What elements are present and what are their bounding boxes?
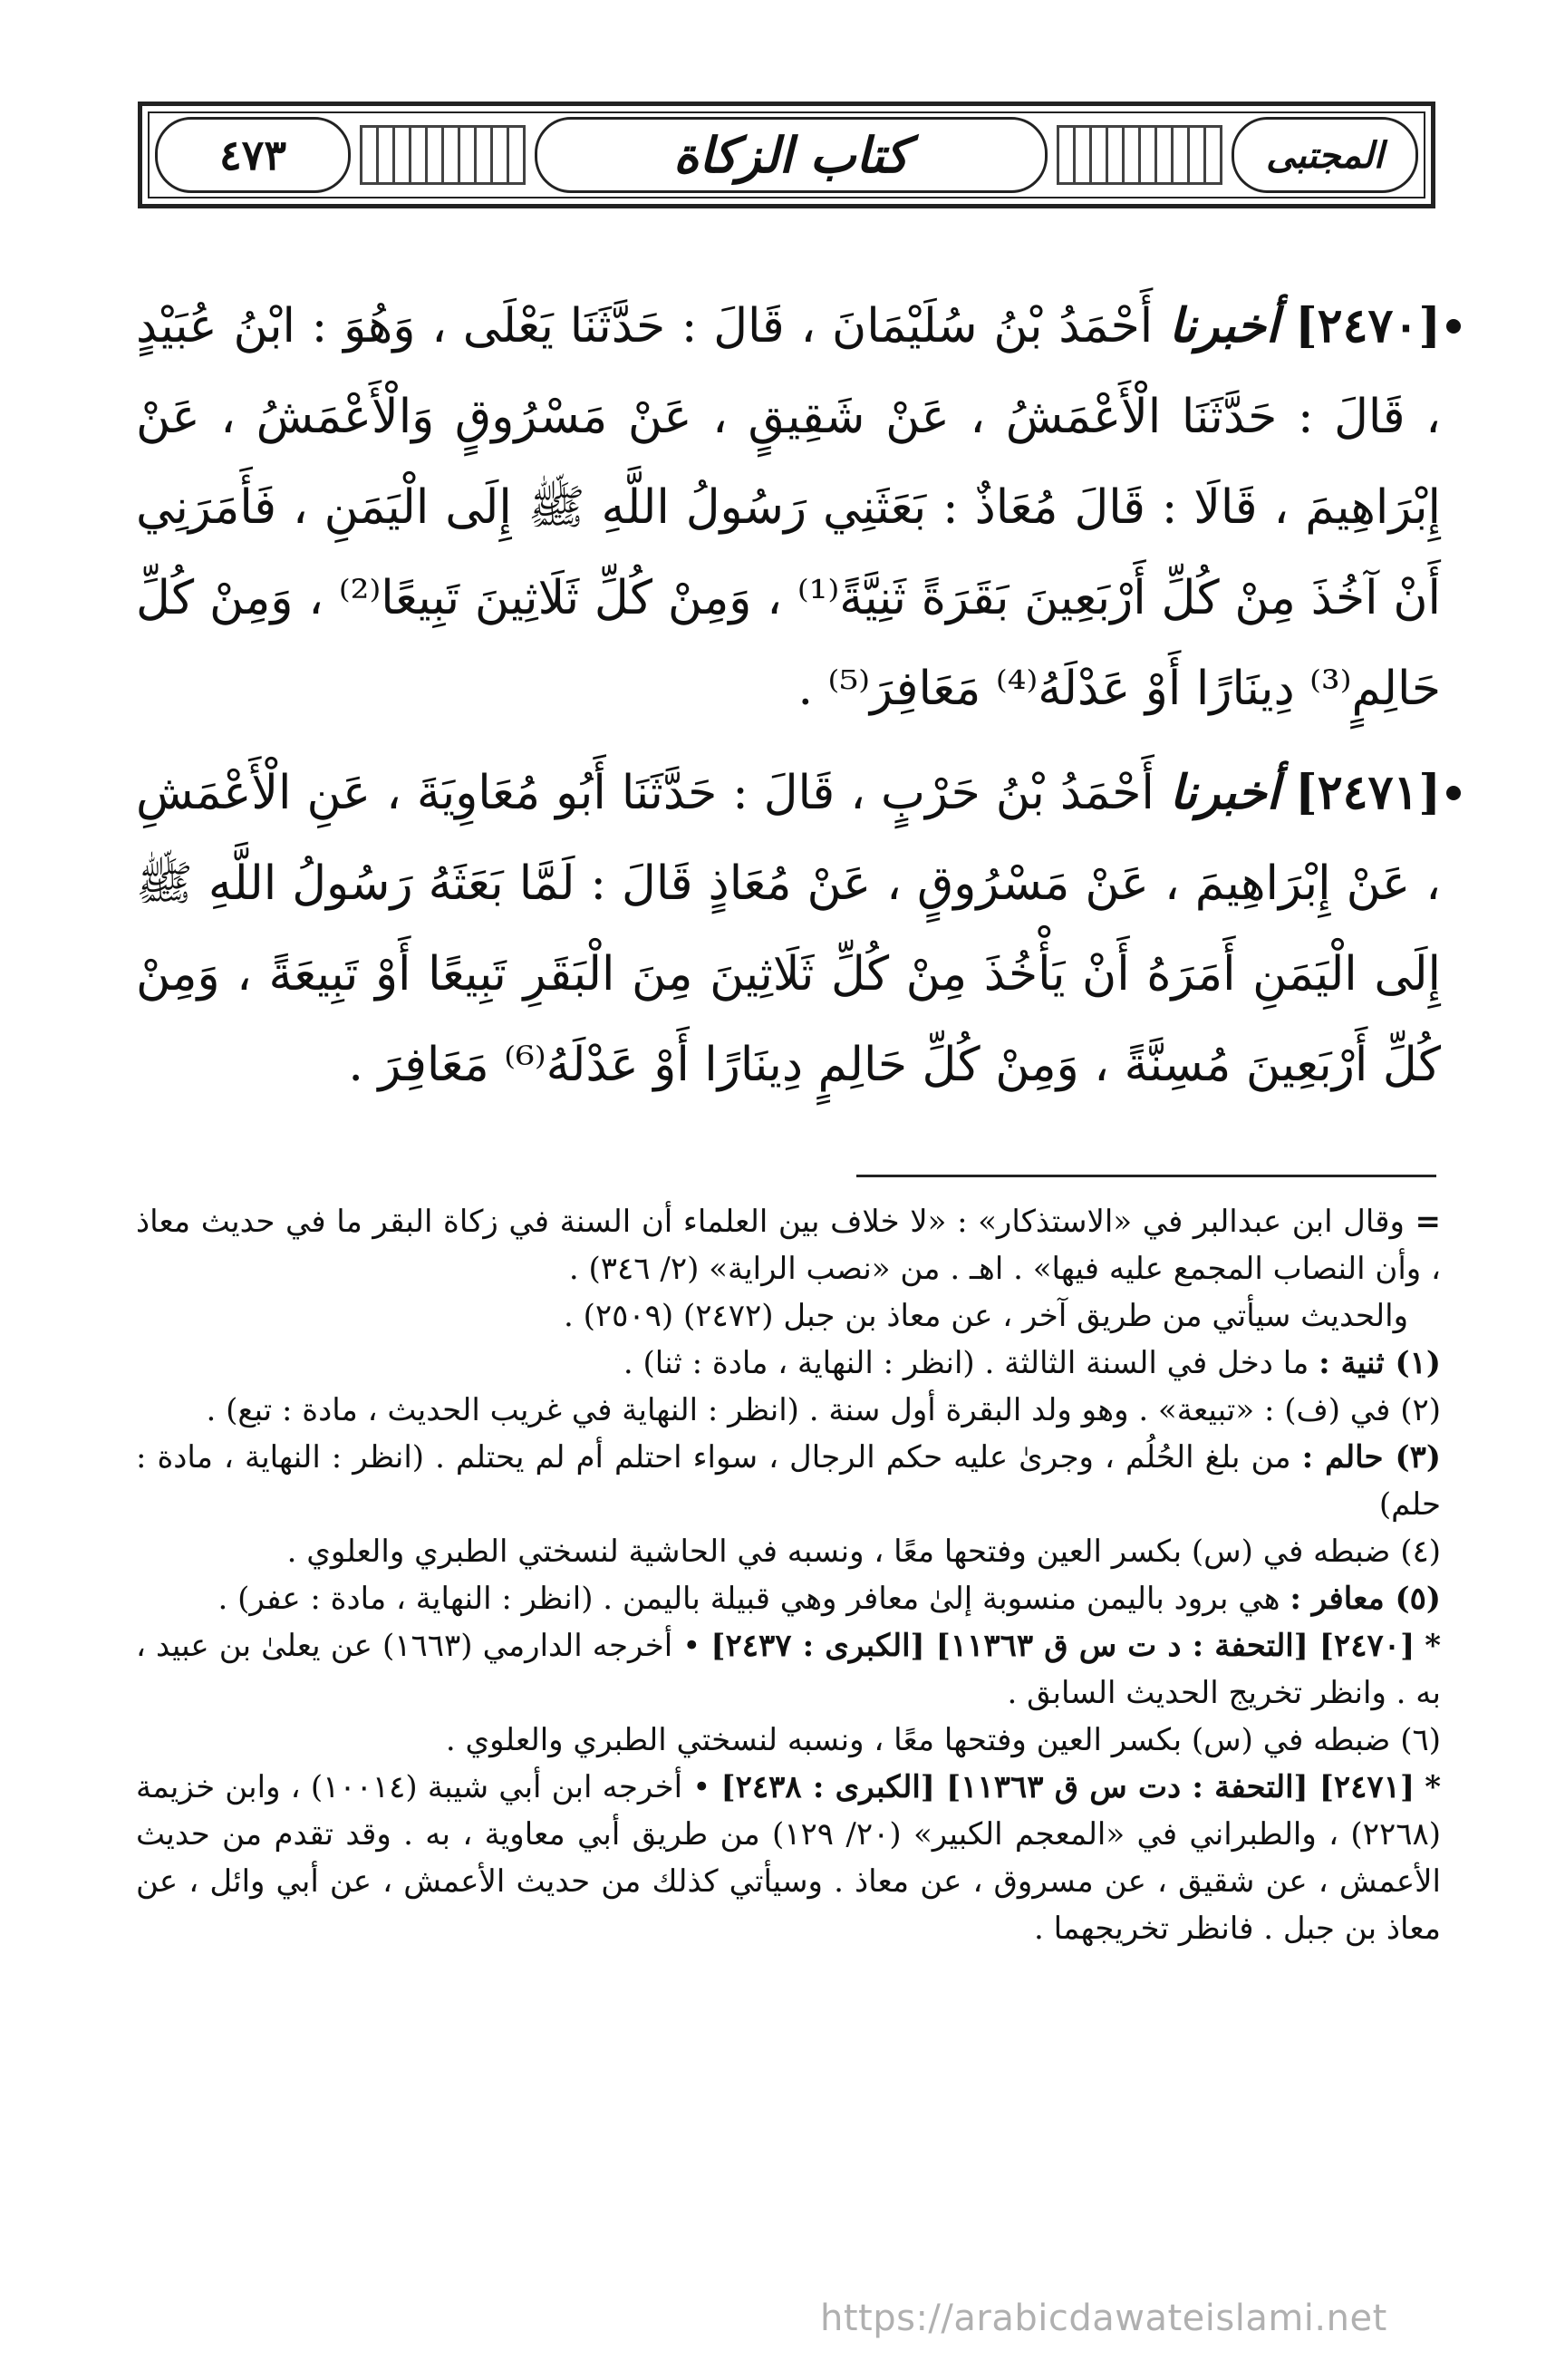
footnotes: [136, 1198, 1441, 1952]
footnote-3: [136, 1434, 1441, 1528]
footnote-separator: [856, 1175, 1436, 1177]
hadith-2470: [136, 281, 1441, 734]
footnote-text: هي برود باليمن منسوبة إلىٰ معافر وهي قبيلة باليمن . (انظر : النهاية ، مادة : عفر) .: [217, 1581, 1280, 1617]
page-header: [138, 102, 1435, 208]
asterisk-icon: *: [1425, 1769, 1441, 1805]
footnote-text: ما دخل في السنة الثالثة . (انظر : النهاية ، مادة : ثنا) .: [623, 1345, 1309, 1381]
takhrij-2471: [136, 1764, 1441, 1952]
hadith-akhbarana: أخبرنا: [1169, 765, 1280, 820]
ornament-right: [1057, 125, 1222, 185]
bullet-icon: [1446, 319, 1461, 334]
page-number-cartouche: [155, 117, 351, 193]
footnote-label: (٣) حالم :: [1301, 1439, 1441, 1475]
hadith-text: أَحْمَدُ بْنُ حَرْبٍ ، قَالَ : حَدَّثَنَا أَبُو مُعَاوِيَةَ ، عَنِ الْأَعْمَشِ ، عَنْ إِبْرَاهِيمَ ، عَنْ مَسْرُوقٍ ، عَنْ مُعَاذٍ قَالَ : لَمَّا بَعَثَهُ رَسُولُ اللَّهِ ﷺ إِلَى الْيَمَنِ أَمَرَهُ أَنْ يَأْخُذَ مِنْ كُلِّ ثَلَاثِينَ مِنَ الْبَقَرِ تَبِيعًا أَوْ تَبِيعَةً ، وَمِنْ كُلِّ أَرْبَعِينَ مُسِنَّةً ، وَمِنْ كُلِّ حَالِمٍ دِينَارًا أَوْ عَدْلَهُ⁽⁶⁾ مَعَافِرَ .: [136, 766, 1441, 1092]
book-title: المجتبى: [1266, 133, 1384, 177]
footnote-4: [136, 1528, 1441, 1575]
takhrij-reference: [٢٤٧٠] [التحفة : د ت س ق ١١٣٦٣] [الكبرى : ٢٤٣٧]: [710, 1628, 1415, 1664]
bullet-icon: [1446, 786, 1461, 800]
footnote-continuation: [136, 1292, 1441, 1340]
hadith-number: [٢٤٧٠]: [1295, 298, 1441, 353]
footnote-2: [136, 1387, 1441, 1434]
footnote-6: [136, 1717, 1441, 1764]
watermark: https://arabicdawateislami.net: [820, 2298, 1387, 2339]
footnote-text: وقال ابن عبدالبر في «الاستذكار» : «لا خلاف بين العلماء أن السنة في زكاة البقر ما في حديث معاذ ، وأن النصاب المجمع عليه فيها» . اهـ . من «نصب الراية» (٢/ ٣٤٦) .: [136, 1204, 1441, 1287]
asterisk-icon: *: [1425, 1628, 1442, 1664]
page-number: ٤٧٣: [218, 131, 287, 179]
footnote-label: (٥) معافر :: [1290, 1581, 1441, 1617]
takhrij-text: • أخرجه الدارمي (١٦٦٣) عن يعلىٰ بن عبيد ، به . وانظر تخريج الحديث السابق .: [136, 1628, 1441, 1711]
hadith-akhbarana: أخبرنا: [1168, 298, 1280, 353]
book-title-cartouche: [1232, 117, 1418, 193]
footnote-label: (٦): [1400, 1722, 1441, 1758]
footnote-1: [136, 1340, 1441, 1387]
chapter-title-cartouche: [535, 117, 1048, 193]
footnote-label: (١) ثنية :: [1319, 1345, 1441, 1381]
takhrij-text: • أخرجه ابن أبي شيبة (١٠٠١٤) ، وابن خزيمة (٢٢٦٨) ، والطبراني في «المعجم الكبير» (٢٠/ ١٢٩) من طريق أبي معاوية ، به . وقد تقدم من حديث الأعمش ، عن شقيق ، عن مسروق ، عن معاذ . وسيأتي كذلك من حديث الأعمش ، عن أبي وائل ، عن معاذ بن جبل . فانظر تخريجهما .: [136, 1769, 1441, 1947]
footnote-text: في (ف) : «تبيعة» . وهو ولد البقرة أول سنة . (انظر : النهاية في غريب الحديث ، مادة : تبع) .: [206, 1392, 1391, 1428]
hadith-text: أَحْمَدُ بْنُ سُلَيْمَانَ ، قَالَ : حَدَّثَنَا يَعْلَى ، وَهُوَ : ابْنُ عُبَيْدٍ ، قَالَ : حَدَّثَنَا الْأَعْمَشُ ، عَنْ شَقِيقٍ ، عَنْ مَسْرُوقٍ وَالْأَعْمَشُ ، عَنْ إِبْرَاهِيمَ ، قَالَا : قَالَ مُعَاذٌ : بَعَثَنِي رَسُولُ اللَّهِ ﷺ إِلَى الْيَمَنِ ، فَأَمَرَنِي أَنْ آخُذَ مِنْ كُلِّ أَرْبَعِينَ بَقَرَةً ثَنِيَّةً⁽¹⁾ ، وَمِنْ كُلِّ ثَلَاثِينَ تَبِيعًا⁽²⁾ ، وَمِنْ كُلِّ حَالِمٍ⁽³⁾ دِينَارًا أَوْ عَدْلَهُ⁽⁴⁾ مَعَافِرَ⁽⁵⁾ .: [136, 299, 1441, 716]
hadith-2471: [136, 748, 1441, 1110]
footnote-text: من بلغ الحُلُم ، وجرىٰ عليه حكم الرجال ، سواء احتلم أم لم يحتلم . (انظر : النهاية ، مادة : حلم): [136, 1439, 1441, 1523]
footnote-5: [136, 1575, 1441, 1622]
footnote-label: (٤): [1400, 1533, 1441, 1570]
takhrij-2470: [136, 1622, 1441, 1717]
chapter-title: كتاب الزكاة: [673, 126, 909, 184]
ornament-left: [360, 125, 526, 185]
footnote-text: ضبطه في (س) بكسر العين وفتحها معًا ، ونسبه لنسختي الطبري والعلوي .: [445, 1722, 1391, 1758]
continuation-marker: =: [1415, 1204, 1441, 1240]
takhrij-reference: [٢٤٧١] [التحفة : دت س ق ١١٣٦٣] [الكبرى : ٢٤٣٨]: [720, 1769, 1415, 1805]
footnote-continuation: [136, 1198, 1441, 1292]
footnote-text: والحديث سيأتي من طريق آخر ، عن معاذ بن جبل (٢٤٧٢) (٢٥٠٩) .: [563, 1298, 1408, 1334]
footnote-label: (٢): [1400, 1392, 1441, 1428]
hadith-number: [٢٤٧١]: [1295, 765, 1442, 820]
footnote-text: ضبطه في (س) بكسر العين وفتحها معًا ، ونسبه في الحاشية لنسختي الطبري والعلوي .: [286, 1533, 1391, 1570]
